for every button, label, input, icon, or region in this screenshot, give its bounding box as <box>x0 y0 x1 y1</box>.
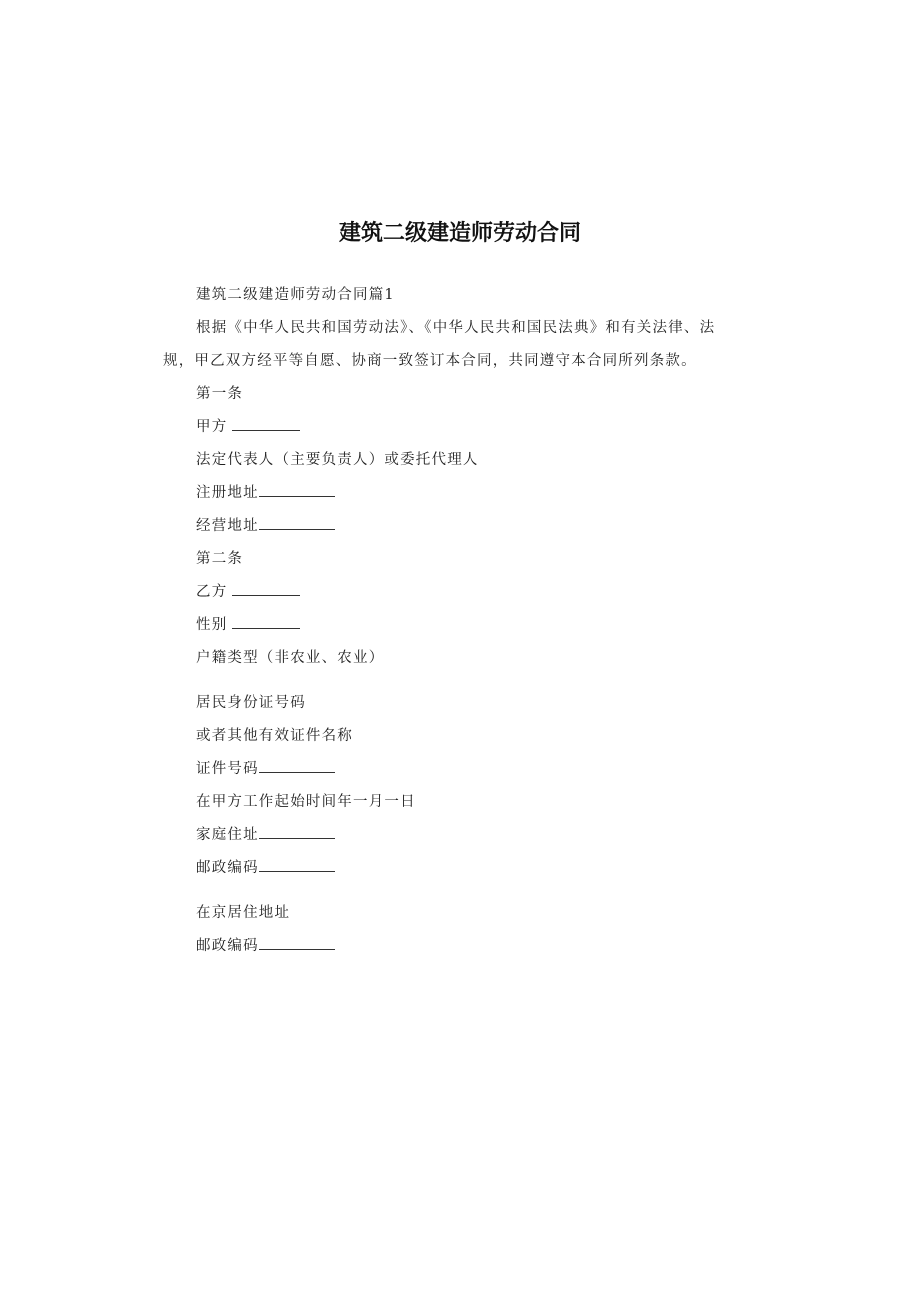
postcode-blank-2 <box>259 935 335 950</box>
party-b-field <box>163 581 763 603</box>
business-address-label: 经营地址 <box>196 518 259 534</box>
gender-label: 性别 <box>196 617 228 633</box>
postcode-field-2 <box>163 935 763 957</box>
intro-paragraph-line1: 根据《中华人民共和国劳动法》、《中华人民共和国民法典》和有关法律、法 <box>196 320 716 336</box>
certificate-number-label: 证件号码 <box>196 761 259 777</box>
hukou-type-field: 户籍类型（非农业、农业） <box>196 650 385 666</box>
home-address-blank <box>259 824 335 839</box>
postcode-blank-1 <box>259 857 335 872</box>
other-id-name-field: 或者其他有效证件名称 <box>196 728 353 744</box>
legal-representative-field: 法定代表人（主要负责人）或委托代理人 <box>196 452 479 468</box>
home-address-field <box>163 824 763 846</box>
gender-blank <box>232 614 300 629</box>
party-a-field <box>163 416 763 438</box>
postcode-field-1 <box>163 857 763 879</box>
gender-field <box>163 614 763 636</box>
party-b-blank <box>232 581 300 596</box>
article-two-heading: 第二条 <box>196 551 244 567</box>
home-address-label: 家庭住址 <box>196 827 259 843</box>
business-address-blank <box>259 515 335 530</box>
document-title: 建筑二级建造师劳动合同 <box>338 221 581 246</box>
certificate-number-blank <box>259 758 335 773</box>
section-heading: 建筑二级建造师劳动合同篇1 <box>196 287 395 303</box>
id-number-field: 居民身份证号码 <box>196 695 306 711</box>
registered-address-label: 注册地址 <box>196 485 259 501</box>
party-a-label: 甲方 <box>196 419 228 435</box>
party-b-label: 乙方 <box>196 584 228 600</box>
registered-address-blank <box>259 482 335 497</box>
registered-address-field <box>163 482 763 504</box>
party-a-blank <box>232 416 300 431</box>
postcode-label-1: 邮政编码 <box>196 860 259 876</box>
intro-paragraph-line2: 规，甲乙双方经平等自愿、协商一致签订本合同，共同遵守本合同所列条款。 <box>163 353 697 369</box>
business-address-field <box>163 515 763 537</box>
start-date-field: 在甲方工作起始时间年一月一日 <box>196 794 416 810</box>
document-body <box>163 284 763 957</box>
certificate-number-field <box>163 758 763 780</box>
beijing-address-field: 在京居住地址 <box>196 905 291 921</box>
article-one-heading: 第一条 <box>196 386 244 402</box>
postcode-label-2: 邮政编码 <box>196 938 259 954</box>
